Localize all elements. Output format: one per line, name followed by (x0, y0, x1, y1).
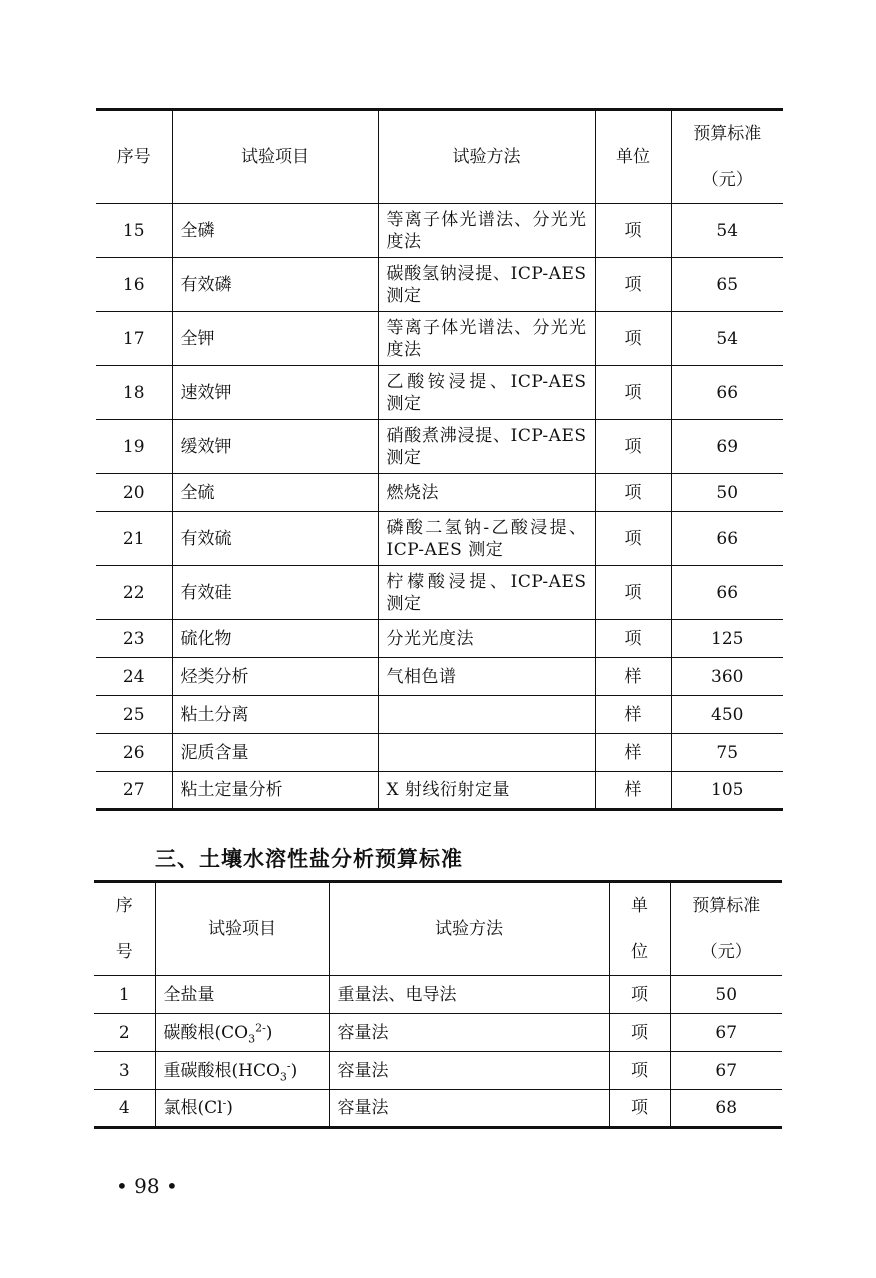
cell-method: 容量法 (329, 1052, 609, 1090)
cell-price: 66 (671, 512, 783, 566)
cell-item: 全磷 (172, 204, 378, 258)
item-text: 重碳酸根(HCO (163, 1060, 280, 1081)
item-superscript: - (286, 1058, 291, 1072)
cell-price: 68 (670, 1090, 782, 1128)
cell-index: 3 (94, 1052, 155, 1090)
cell-index: 16 (96, 258, 172, 312)
cell-price: 75 (671, 734, 783, 772)
cell-price: 450 (671, 696, 783, 734)
cell-item: 有效硅 (172, 566, 378, 620)
cell-item: 速效钾 (172, 366, 378, 420)
item-subscript: 3 (279, 1069, 287, 1083)
cell-method: X 射线衍射定量 (378, 772, 595, 810)
table-row (94, 1090, 782, 1128)
cell-index: 22 (96, 566, 172, 620)
cell-index: 2 (94, 1014, 155, 1052)
cell-item: 硫化物 (172, 620, 378, 658)
cell-index: 21 (96, 512, 172, 566)
cell-unit: 项 (609, 1090, 670, 1128)
table-row (96, 420, 783, 474)
cell-index: 23 (96, 620, 172, 658)
cell-method: 重量法、电导法 (329, 976, 609, 1014)
cell-unit: 项 (595, 420, 671, 474)
cell-unit: 项 (595, 620, 671, 658)
table-row (96, 512, 783, 566)
item-text: 氯根(Cl (163, 1098, 223, 1118)
header-budget-line1: 预算标准 (692, 896, 761, 916)
table-row (96, 366, 783, 420)
cell-price: 54 (671, 204, 783, 258)
cell-item: 缓效钾 (172, 420, 378, 474)
header-unit: 单位 (595, 110, 671, 204)
cell-method: 燃烧法 (378, 474, 595, 512)
cell-item: 烃类分析 (172, 658, 378, 696)
cell-unit: 样 (595, 734, 671, 772)
cell-unit: 项 (609, 976, 670, 1014)
header-budget (671, 110, 783, 204)
cell-unit: 项 (595, 566, 671, 620)
header-index-line1: 序 (115, 896, 133, 916)
header-budget-line2: （元） (700, 942, 752, 962)
cell-index: 1 (94, 976, 155, 1014)
cell-index: 19 (96, 420, 172, 474)
cell-unit: 项 (595, 258, 671, 312)
table-header-row (94, 882, 782, 976)
cell-item: 有效硫 (172, 512, 378, 566)
cell-item: 有效磷 (172, 258, 378, 312)
cell-index: 26 (96, 734, 172, 772)
item-superscript: 2- (255, 1020, 266, 1034)
header-unit-line1: 单 (631, 896, 648, 916)
cell-price: 50 (671, 474, 783, 512)
header-index-line2: 号 (115, 942, 133, 962)
table-row (96, 204, 783, 258)
section-title: 三、土壤水溶性盐分析预算标准 (155, 847, 463, 871)
cell-method: 气相色谱 (378, 658, 595, 696)
cell-index: 17 (96, 312, 172, 366)
cell-method: 容量法 (329, 1090, 609, 1128)
cell-index: 24 (96, 658, 172, 696)
item-text: 碳酸根(CO (163, 1022, 249, 1043)
cell-method (378, 696, 595, 734)
header-budget-line2: （元） (701, 170, 753, 190)
header-index (94, 882, 155, 976)
cell-unit: 项 (595, 312, 671, 366)
item-text-tail: ) (290, 1060, 298, 1081)
cell-item: 粘土分离 (172, 696, 378, 734)
table-row (96, 734, 783, 772)
page-number: • 98 • (116, 1174, 178, 1198)
budget-table-2 (94, 880, 782, 1129)
header-budget (670, 882, 782, 976)
cell-unit: 样 (595, 696, 671, 734)
header-method: 试验方法 (378, 110, 595, 204)
cell-method: 等离子体光谱法、分光光度法 (378, 204, 595, 258)
cell-price: 50 (670, 976, 782, 1014)
cell-method (378, 734, 595, 772)
item-superscript: - (222, 1096, 227, 1110)
item-text-tail: ) (265, 1022, 273, 1043)
cell-item (155, 1014, 329, 1052)
table-row (94, 1052, 782, 1090)
table-row (94, 1014, 782, 1052)
header-unit (609, 882, 670, 976)
cell-price: 125 (671, 620, 783, 658)
cell-unit: 项 (595, 366, 671, 420)
table-row (96, 658, 783, 696)
table-row (96, 772, 783, 810)
cell-item: 全硫 (172, 474, 378, 512)
cell-unit: 样 (595, 658, 671, 696)
item-subscript: 3 (248, 1031, 256, 1045)
cell-unit: 项 (609, 1052, 670, 1090)
item-text: 全盐量 (163, 984, 215, 1005)
header-index: 序号 (96, 110, 172, 204)
cell-method: 磷酸二氢钠-乙酸浸提、ICP-AES 测定 (378, 512, 595, 566)
header-item: 试验项目 (172, 110, 378, 204)
table-row (96, 696, 783, 734)
item-text-tail: ) (226, 1098, 233, 1118)
cell-unit: 项 (595, 204, 671, 258)
table-row (96, 620, 783, 658)
cell-item: 全钾 (172, 312, 378, 366)
cell-price: 67 (670, 1014, 782, 1052)
cell-index: 15 (96, 204, 172, 258)
header-unit-line2: 位 (631, 942, 648, 962)
cell-price: 66 (671, 366, 783, 420)
table-row (94, 976, 782, 1014)
cell-method: 等离子体光谱法、分光光度法 (378, 312, 595, 366)
table-body (96, 204, 783, 810)
cell-item (155, 1090, 329, 1128)
cell-method: 柠檬酸浸提、ICP-AES 测定 (378, 566, 595, 620)
cell-index: 27 (96, 772, 172, 810)
cell-price: 65 (671, 258, 783, 312)
cell-method: 容量法 (329, 1014, 609, 1052)
cell-method: 碳酸氢钠浸提、ICP-AES 测定 (378, 258, 595, 312)
cell-unit: 项 (595, 512, 671, 566)
cell-item: 粘土定量分析 (172, 772, 378, 810)
cell-method: 乙酸铵浸提、ICP-AES 测定 (378, 366, 595, 420)
cell-unit: 项 (609, 1014, 670, 1052)
cell-method: 分光光度法 (378, 620, 595, 658)
cell-price: 105 (671, 772, 783, 810)
table-row (96, 312, 783, 366)
table-header-row (96, 110, 783, 204)
cell-index: 18 (96, 366, 172, 420)
budget-table-1 (96, 108, 783, 811)
table-row (96, 566, 783, 620)
table-body (94, 976, 782, 1128)
cell-price: 54 (671, 312, 783, 366)
cell-item (155, 976, 329, 1014)
header-method: 试验方法 (329, 882, 609, 976)
cell-price: 67 (670, 1052, 782, 1090)
cell-index: 4 (94, 1090, 155, 1128)
header-budget-line1: 预算标准 (693, 124, 762, 144)
table-row (96, 258, 783, 312)
cell-index: 20 (96, 474, 172, 512)
cell-unit: 项 (595, 474, 671, 512)
cell-price: 66 (671, 566, 783, 620)
cell-item (155, 1052, 329, 1090)
cell-price: 360 (671, 658, 783, 696)
cell-index: 25 (96, 696, 172, 734)
table-row (96, 474, 783, 512)
cell-unit: 样 (595, 772, 671, 810)
cell-price: 69 (671, 420, 783, 474)
cell-method: 硝酸煮沸浸提、ICP-AES 测定 (378, 420, 595, 474)
header-item: 试验项目 (155, 882, 329, 976)
cell-item: 泥质含量 (172, 734, 378, 772)
